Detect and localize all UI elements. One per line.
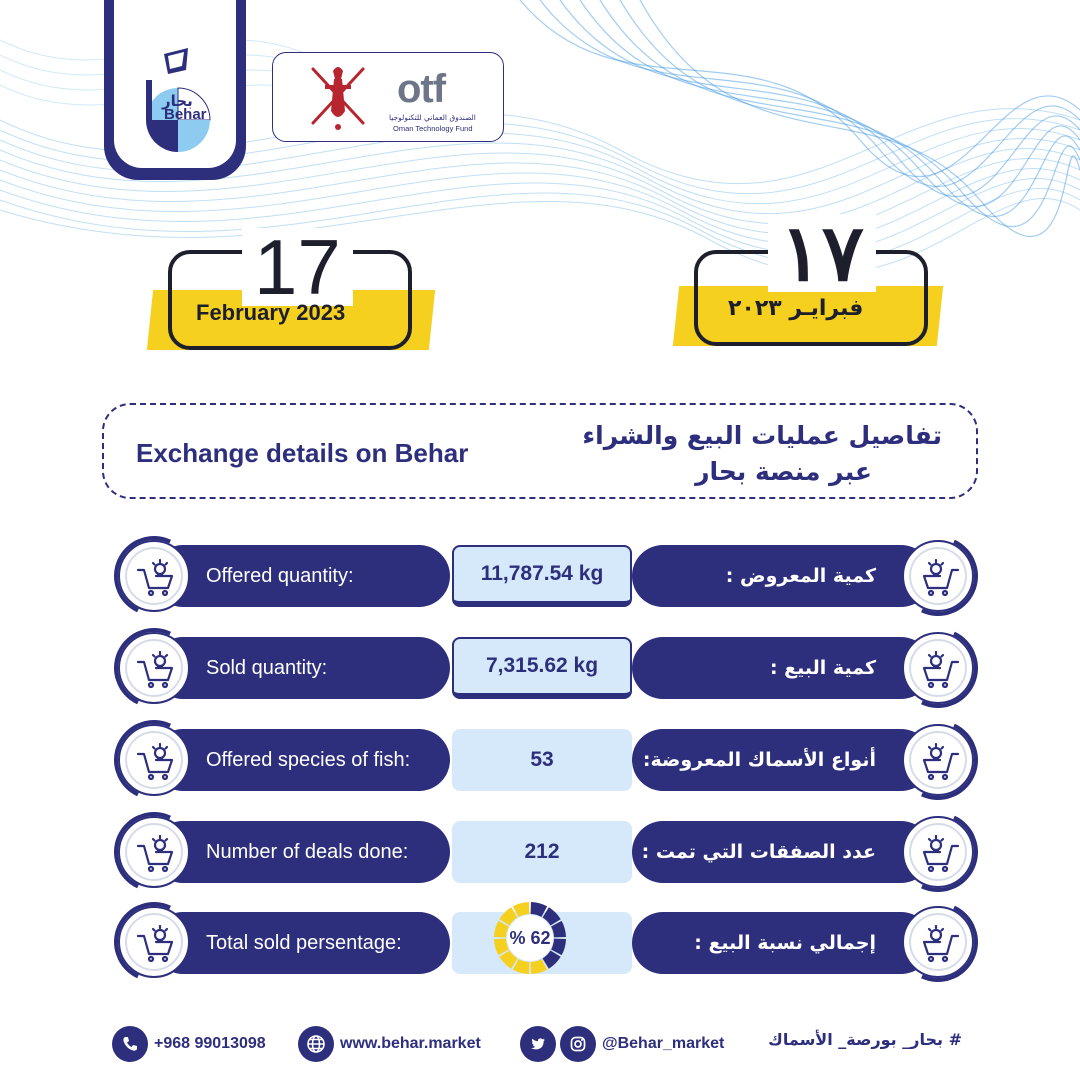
- social-handle: @Behar_market: [602, 1035, 725, 1052]
- cart-idea-icon: [918, 648, 962, 692]
- stat-row-deals-done: [0, 816, 1080, 896]
- behar-logo-badge: [104, 0, 246, 180]
- whatsapp-icon: [112, 1026, 148, 1062]
- globe-icon: [298, 1026, 334, 1062]
- date-badge-arabic: [676, 210, 956, 360]
- label-english: Offered quantity:: [206, 565, 354, 587]
- cart-icon-badge: [902, 540, 974, 612]
- cart-icon-badge: [118, 816, 190, 888]
- cart-icon-badge: [902, 632, 974, 704]
- stat-row-sold-percentage: [0, 900, 1080, 980]
- cart-icon-badge: [902, 724, 974, 796]
- cart-icon-badge: [118, 540, 190, 612]
- cart-icon-badge: [118, 906, 190, 978]
- label-arabic: إجمالي نسبة البيع :: [694, 932, 876, 954]
- twitter-icon: [520, 1026, 556, 1062]
- title-arabic: [556, 418, 942, 490]
- stat-value: 7,315.62 kg: [452, 637, 632, 699]
- stat-row-offered-quantity: [0, 540, 1080, 620]
- footer-website[interactable]: [298, 1026, 481, 1062]
- instagram-icon: [560, 1026, 596, 1062]
- label-arabic: أنواع الأسماك المعروضة:: [642, 749, 876, 771]
- date-badge-english: [150, 223, 440, 358]
- label-english: Sold quantity:: [206, 657, 328, 679]
- otf-english-name: Oman Technology Fund: [393, 124, 473, 133]
- logo-latin-text: Behar: [164, 106, 207, 123]
- behar-logo-inner: [114, 0, 236, 168]
- cart-icon-badge: [902, 816, 974, 888]
- footer-social[interactable]: [520, 1026, 724, 1062]
- cart-icon-badge: [118, 632, 190, 704]
- sponsor-logos: [272, 52, 504, 142]
- stat-value: 11,787.54 kg: [452, 545, 632, 607]
- label-arabic: عدد الصفقات التي تمت :: [641, 841, 876, 863]
- cart-idea-icon: [134, 922, 178, 966]
- footer-hashtag: # بحار_ بورصة_ الأسماك: [768, 1030, 962, 1049]
- label-arabic: كمية البيع :: [769, 657, 876, 679]
- label-arabic: كمية المعروض :: [725, 565, 876, 587]
- label-english: Offered species of fish:: [206, 749, 411, 771]
- date-day: ١٧: [768, 214, 876, 292]
- label-english: Total sold persentage:: [206, 932, 402, 954]
- title-arabic-line2: عبر منصة بحار: [695, 457, 872, 486]
- title-arabic-line1: تفاصيل عمليات البيع والشراء: [582, 421, 942, 450]
- otf-logo-text: otf: [397, 67, 446, 111]
- label-english: Number of deals done:: [206, 841, 409, 863]
- cart-idea-icon: [918, 556, 962, 600]
- cart-idea-icon: [134, 832, 178, 876]
- stat-value: 212: [452, 821, 632, 883]
- date-day: 17: [242, 228, 353, 306]
- cart-idea-icon: [918, 740, 962, 784]
- date-month-year: February 2023: [196, 300, 346, 325]
- cart-idea-icon: [918, 832, 962, 876]
- phone-number: +968 99013098: [154, 1035, 266, 1052]
- stat-value: 53: [452, 729, 632, 791]
- otf-arabic-name: الصندوق العماني للتكنولوجيا: [389, 113, 476, 122]
- website-link: www.behar.market: [340, 1035, 481, 1052]
- logo-arabic-text: بحار: [162, 92, 193, 110]
- cart-idea-icon: [134, 556, 178, 600]
- stat-row-sold-quantity: [0, 632, 1080, 712]
- stat-row-offered-species: [0, 724, 1080, 804]
- footer-phone[interactable]: [112, 1026, 266, 1062]
- cart-idea-icon: [134, 648, 178, 692]
- cart-idea-icon: [134, 740, 178, 784]
- percentage-value: % 62: [509, 928, 551, 948]
- cart-idea-icon: [918, 922, 962, 966]
- date-month-year: فبرايـر ٢٠٢٣: [728, 296, 864, 321]
- title-english: Exchange details on Behar: [136, 438, 469, 468]
- oman-national-emblem-icon: [303, 61, 373, 133]
- cart-icon-badge: [902, 906, 974, 978]
- cart-icon-badge: [118, 724, 190, 796]
